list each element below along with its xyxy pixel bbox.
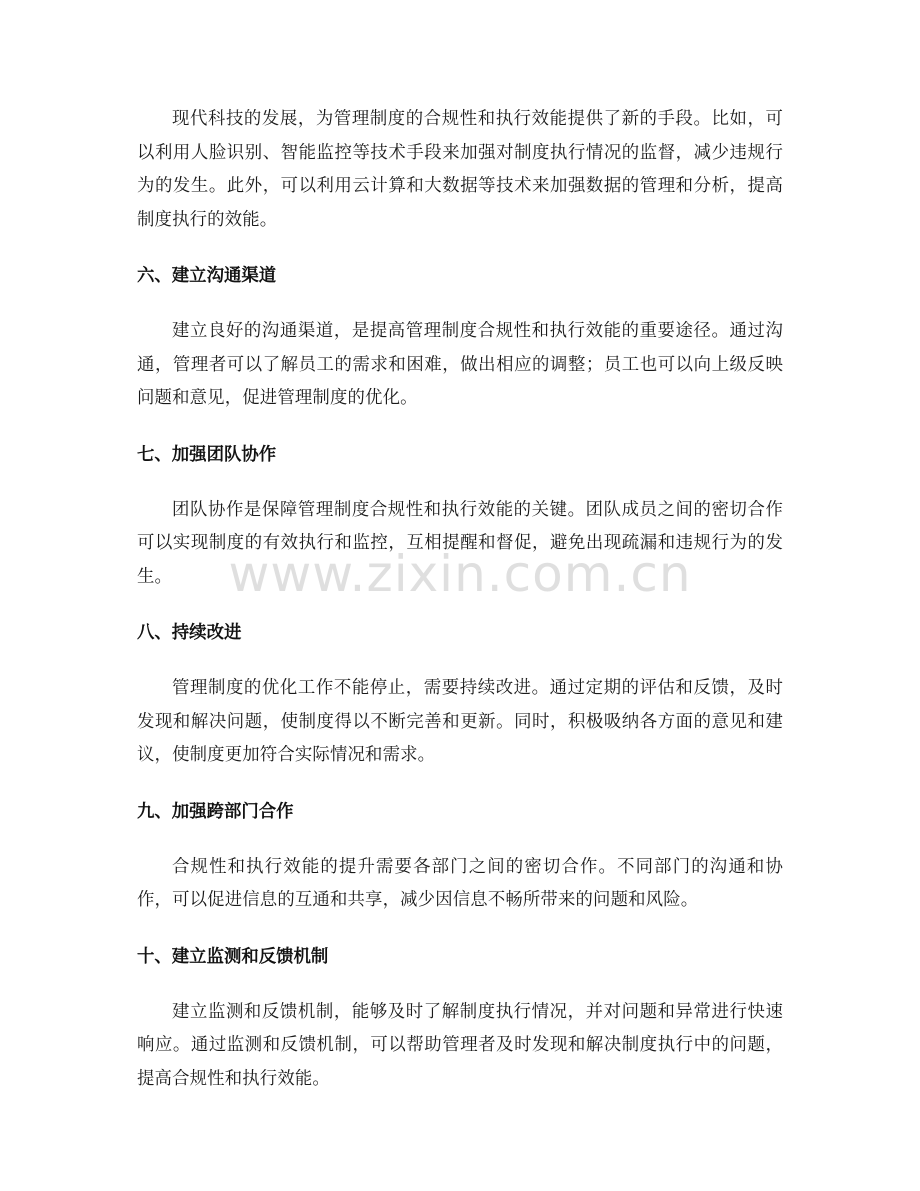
paragraph-section-10: 建立监测和反馈机制，能够及时了解制度执行情况，并对问题和异常进行快速响应。通过监测和反馈机制，可以帮助管理者及时发现和解决制度执行中的问题，提高合规性和执行效能。 (137, 1001, 783, 1089)
watermark-text: www.zixin.com.cn (228, 545, 692, 603)
paragraph-section-9: 合规性和执行效能的提升需要各部门之间的密切合作。不同部门的沟通和协作，可以促进信息的互通和共享，减少因信息不畅所带来的问题和风险。 (137, 856, 783, 910)
section-heading-10: 十、建立监测和反馈机制 (137, 946, 329, 967)
paragraph-section-6: 建立良好的沟通渠道，是提高管理制度合规性和执行效能的重要途径。通过沟通，管理者可以了解员工的需求和困难，做出相应的调整；员工也可以向上级反映问题和意见，促进管理制度的优化。 (137, 321, 783, 408)
section-heading-6: 六、建立沟通渠道 (137, 266, 277, 286)
paragraph-section-7: 团队协作是保障管理制度合规性和执行效能的关键。团队成员之间的密切合作可以实现制度的有效执行和监控，互相提醒和督促，避免出现疏漏和违规行为的发生。 (137, 499, 783, 587)
document-body (137, 103, 783, 1096)
paragraph-intro: 现代科技的发展，为管理制度的合规性和执行效能提供了新的手段。比如，可以利用人脸识别、智能监控等技术手段来加强对制度执行情况的监督，减少违规行为的发生。此外，可以利用云计算和大数据等技术来加强数据的管理和分析，提高制度执行的效能。 (137, 109, 783, 230)
section-heading-9: 九、加强跨部门合作 (137, 801, 294, 822)
section-heading-7: 七、加强团队协作 (137, 444, 277, 465)
paragraph-section-8: 管理制度的优化工作不能停止，需要持续改进。通过定期的评估和反馈，及时发现和解决问题，使制度得以不断完善和更新。同时，积极吸纳各方面的意见和建议，使制度更加符合实际情况和需求。 (137, 678, 783, 765)
section-heading-8: 八、持续改进 (137, 623, 242, 643)
